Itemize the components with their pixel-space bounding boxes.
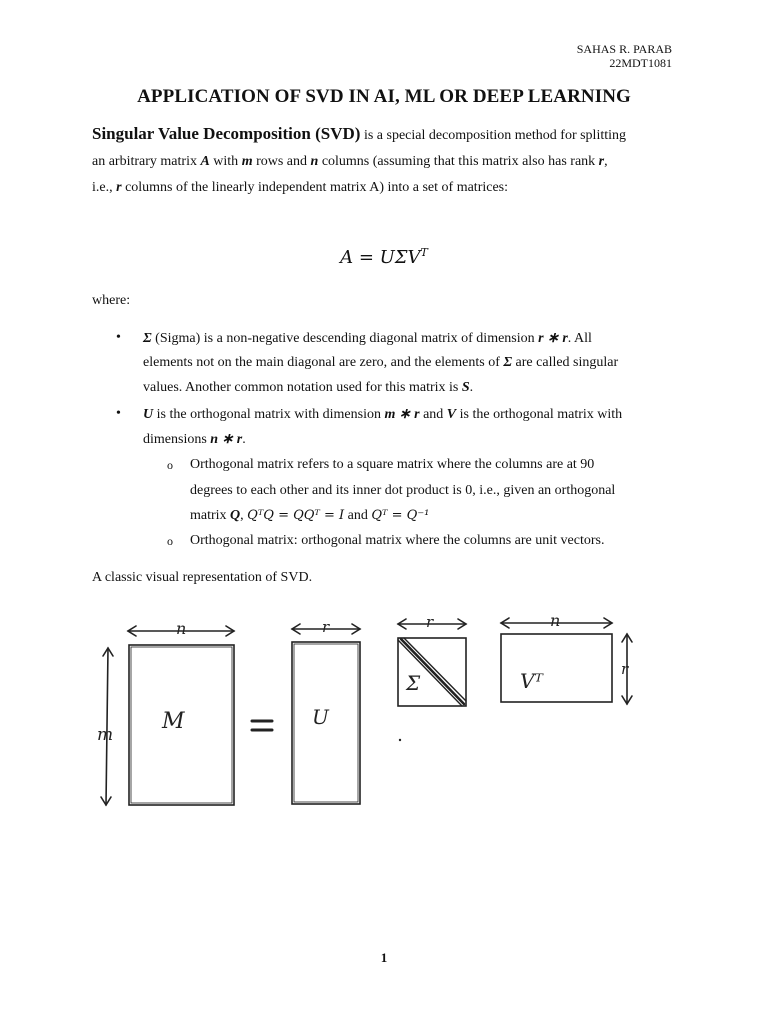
bullet-1-line-3 <box>143 380 473 396</box>
equation-main: A = UΣV <box>340 247 421 268</box>
author-name: SAHAS R. PARAB <box>576 42 672 56</box>
equation-superscript: T <box>420 246 428 259</box>
intro-text: columns (assuming that this matrix also has rank <box>318 154 599 169</box>
intro-text: an arbitrary matrix <box>92 154 201 169</box>
equals-sign <box>252 721 272 730</box>
sub-bullet-marker: o <box>167 534 173 548</box>
var-n: n <box>310 154 319 169</box>
bullet-text: . <box>242 432 246 447</box>
dim-m-r: m ∗ r <box>384 407 420 422</box>
bullet-text: is the orthogonal matrix with dimension <box>153 407 385 422</box>
var-r: r <box>598 154 605 169</box>
bullet-text: values. Another common notation used for this matrix is <box>143 380 462 395</box>
bullet-text: are called singular <box>512 355 619 370</box>
bullet-text: elements not on the main diagonal are zero, and the elements of <box>143 355 504 370</box>
sub-bullet-marker: o <box>167 458 173 472</box>
intro-text: rows and <box>252 154 311 169</box>
bullet-2-line-2 <box>143 431 246 448</box>
page-title: APPLICATION OF SVD IN AI, ML OR DEEP LEARNING <box>137 86 631 107</box>
bullet-text: dimensions <box>143 432 211 447</box>
where-label: where: <box>92 293 131 308</box>
bullet-text: is the orthogonal matrix with <box>456 407 623 422</box>
bullet-2-line-1 <box>143 406 622 423</box>
bullet-text: matrix <box>190 508 231 523</box>
intro-text: , <box>604 154 608 169</box>
var-S: S <box>461 380 470 395</box>
dim-n-r: n ∗ r <box>210 432 243 447</box>
label-r-Vt: r <box>621 660 629 678</box>
bullet-1-line-1 <box>143 330 592 347</box>
var-A: A <box>200 154 210 169</box>
label-Vt: Vᵀ <box>520 669 543 693</box>
bullet-text: and <box>344 508 372 523</box>
sigma-symbol: Σ <box>503 355 513 370</box>
svd-equation <box>0 246 768 268</box>
var-U: U <box>143 407 154 422</box>
author-block <box>577 42 672 70</box>
bullet-text: , <box>240 508 248 523</box>
sub-bullet-1-line-3 <box>190 508 429 524</box>
intro-line-1 <box>92 124 626 144</box>
bullet-text: (Sigma) is a non-negative descending diagonal matrix of dimension <box>151 331 539 346</box>
intro-line-3 <box>92 180 508 196</box>
intro-line-2 <box>92 154 608 170</box>
label-M: M <box>162 709 185 734</box>
stray-dot <box>399 739 401 741</box>
var-V: V <box>446 407 457 422</box>
bullet-text: . <box>469 380 474 395</box>
label-m: m <box>97 725 114 745</box>
bullet-marker: • <box>116 406 121 421</box>
figure-caption: A classic visual representation of SVD. <box>92 570 313 585</box>
inverse-identity: Qᵀ = Q⁻¹ <box>371 508 430 523</box>
var-r: r <box>116 180 122 195</box>
svd-term: Singular Value Decomposition (SVD) <box>92 124 361 143</box>
bullet-text: . All <box>567 331 592 346</box>
sigma-symbol: Σ <box>143 331 152 346</box>
label-U: U <box>312 705 329 729</box>
label-n: n <box>176 619 187 638</box>
sub-bullet-2: Orthogonal matrix: orthogonal matrix where the columns are unit vectors. <box>190 533 605 548</box>
intro-text: columns of the linearly independent matrix A) into a set of matrices: <box>121 180 509 195</box>
label-Sigma: Σ <box>406 671 421 695</box>
intro-text: i.e., <box>92 180 117 195</box>
label-n-Vt: n <box>550 611 561 630</box>
bullet-text: and <box>419 407 447 422</box>
var-Q: Q <box>230 508 241 523</box>
bullet-marker: • <box>116 330 121 345</box>
intro-text: with <box>209 154 242 169</box>
label-r-Sigma: r <box>426 613 434 631</box>
student-id: 22MDT1081 <box>609 56 672 70</box>
label-r-U: r <box>322 618 330 636</box>
dim-r-r: r ∗ r <box>538 331 568 346</box>
page-number: 1 <box>380 950 388 965</box>
sub-bullet-1-line-2: degrees to each other and its inner dot product is 0, i.e., given an orthogonal <box>190 483 616 498</box>
intro-text: is a special decomposition method for splitting <box>360 128 627 143</box>
sub-bullet-1-line-1: Orthogonal matrix refers to a square matrix where the columns are at 90 <box>190 457 595 472</box>
orthogonal-identity: QᵀQ = QQᵀ = I <box>247 508 345 523</box>
svd-diagram <box>0 600 768 830</box>
bullet-1-line-2 <box>143 355 618 371</box>
var-m: m <box>241 154 253 169</box>
matrix-Vt-box <box>501 634 612 702</box>
